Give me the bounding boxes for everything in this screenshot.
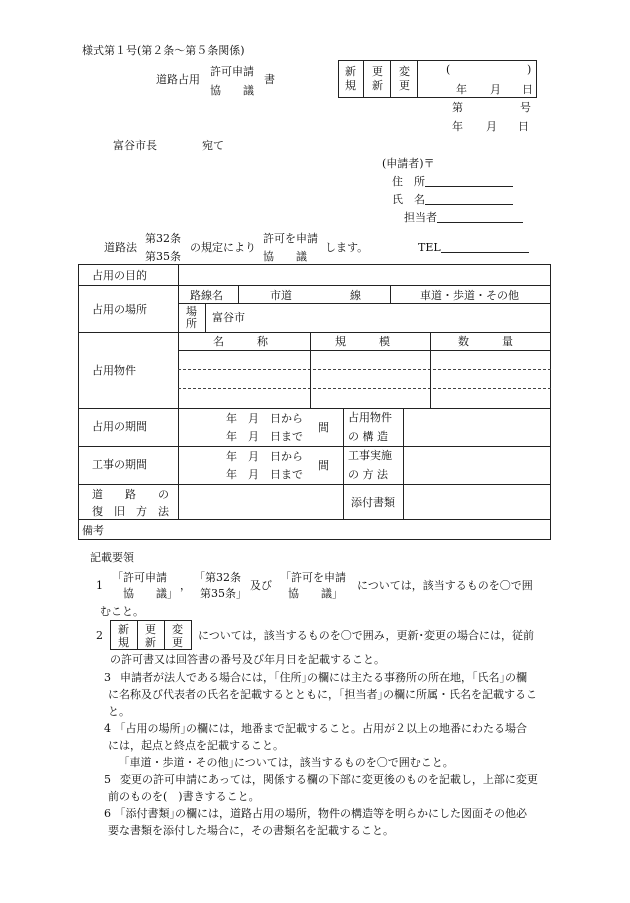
note-5-num: 5	[104, 773, 111, 786]
paren-close: )	[527, 63, 532, 76]
route-line: 線	[350, 289, 361, 302]
statement-opt-consult: 協 議	[263, 250, 307, 263]
label-remarks: 備考	[82, 524, 104, 537]
note-1-num: 1	[96, 579, 103, 592]
note-6-l2: 要な書類を添付した場合に，その書類名を記載すること。	[108, 824, 394, 837]
date-year: 年	[452, 120, 463, 133]
note-1-cont: むこと。	[100, 605, 144, 618]
note-1-q3b: 協 議」	[288, 587, 343, 600]
applicant-name	[392, 194, 513, 205]
type-renew-2: 新	[372, 79, 383, 92]
applicant-tel-line[interactable]	[441, 242, 529, 253]
addressee-name: 富谷市長	[113, 139, 157, 152]
label-location-1: 場	[186, 305, 197, 318]
location-value: 富谷市	[212, 311, 245, 324]
statement-law: 道路法	[104, 241, 137, 254]
application-type-box	[338, 60, 537, 98]
label-route: 路線名	[190, 289, 223, 302]
applicant-name-line[interactable]	[425, 194, 513, 205]
label-attachments: 添付書類	[351, 496, 395, 509]
applicant-contact-line[interactable]	[437, 212, 523, 223]
label-method-1: 工事実施	[348, 449, 392, 462]
route-type: 市道	[270, 289, 292, 302]
note-1-q2a: 「第32条	[194, 571, 241, 584]
title-option-consult: 協 議	[210, 84, 254, 97]
col-name: 名 称	[213, 335, 268, 348]
note-1-q2b: 第35条」	[200, 587, 247, 600]
label-location-2: 所	[186, 317, 197, 330]
applicant-tel-label: TEL	[418, 241, 441, 254]
label-restore-1: 道 路 の	[92, 488, 169, 501]
period-to: 年 月 日まで	[226, 430, 303, 443]
type-month: 月	[490, 83, 501, 96]
applicant-name-label: 氏 名	[392, 193, 425, 206]
note-4-l3: ｢車道・歩道・その他｣については，該当するものを〇で囲むこと。	[124, 756, 454, 769]
notes-heading: 記載要領	[90, 551, 134, 564]
purpose-field[interactable]	[178, 264, 551, 286]
label-structure-2: の 構 造	[348, 430, 388, 443]
work-from: 年 月 日から	[226, 450, 303, 463]
road-part: 車道・歩道・その他	[420, 289, 519, 302]
work-to: 年 月 日まで	[226, 468, 303, 481]
label-method-2: の 方 法	[348, 468, 388, 481]
period-between: 間	[318, 421, 329, 434]
note-4-l1: ｢占用の場所｣の欄には，地番まで記載すること。占用が２以上の地番にわたる場合	[120, 722, 527, 735]
note-6-num: 6	[104, 807, 111, 820]
statement-art35: 第35条	[145, 250, 181, 263]
label-restore-2: 復 旧 方 法	[92, 505, 169, 518]
note-5-l1: 変更の許可申請にあっては，関係する欄の下部に変更後のものを記載し，上部に変更	[120, 773, 538, 786]
note-1-q1b: 協 議」	[123, 587, 178, 600]
label-place: 占用の場所	[92, 303, 147, 316]
period-from: 年 月 日から	[226, 412, 303, 425]
note-2-renew-1: 更	[145, 623, 156, 636]
work-between: 間	[318, 459, 329, 472]
col-scale: 規 模	[335, 335, 390, 348]
form-id: 様式第１号(第２条〜第５条関係)	[82, 44, 245, 57]
note-2-change-1: 変	[172, 623, 183, 636]
applicant-contact	[404, 212, 523, 223]
note-2-new-2: 規	[118, 636, 129, 649]
note-6-l1: ｢添付書類｣の欄には，道路占用の場所，物件の構造等を明らかにした図面その他必	[120, 807, 527, 820]
title-prefix: 道路占用	[156, 73, 200, 86]
statement-opt-permit: 許可を申請	[263, 232, 318, 245]
type-new-1: 新	[345, 65, 356, 78]
note-1-q3a: 「許可を申請	[280, 571, 346, 584]
type-change-2: 更	[399, 79, 410, 92]
label-object: 占用物件	[92, 364, 136, 377]
note-4-num: 4	[104, 722, 111, 735]
note-1-sep: ，	[180, 579, 191, 592]
date-day: 日	[518, 120, 529, 133]
title-option-permit: 許可申請	[210, 65, 254, 78]
applicant-contact-label: 担当者	[404, 211, 437, 224]
note-2-rest: については，該当するものを〇で囲み，更新･変更の場合には，従前	[198, 629, 534, 642]
note-5-l2: 前のものを( )書きすること。	[108, 790, 260, 803]
applicant-heading: (申請者)〒	[382, 157, 435, 170]
title-suffix: 書	[264, 73, 275, 86]
label-structure-1: 占用物件	[348, 411, 392, 424]
type-change-1: 変	[399, 65, 410, 78]
note-4-l2: には，起点と終点を記載すること。	[108, 739, 284, 752]
note-3-l2: に名称及び代表者の氏名を記載するとともに，｢担当者｣の欄に所属・氏名を記載するこ	[108, 688, 537, 701]
note-2-change-2: 更	[172, 636, 183, 649]
statement-art32: 第32条	[145, 232, 181, 245]
note-1-and: 及び	[250, 579, 272, 592]
label-period: 占用の期間	[92, 420, 147, 433]
note-2-cont: の許可書又は回答書の番号及び年月日を記載すること。	[110, 653, 385, 666]
applicant-tel	[418, 242, 529, 253]
type-day: 日	[522, 83, 533, 96]
type-renew-1: 更	[372, 65, 383, 78]
note-2-renew-2: 新	[145, 636, 156, 649]
applicant-address	[392, 176, 513, 187]
note-3-num: 3	[104, 671, 111, 684]
note-2-new-1: 新	[118, 623, 129, 636]
note-1-rest: については，該当するものを〇で囲	[357, 579, 533, 592]
col-qty: 数 量	[458, 335, 513, 348]
statement-end: します。	[325, 241, 369, 254]
paren-open: (	[446, 63, 451, 76]
note-1-q1a: 「許可申請	[112, 571, 167, 584]
statement-rule: の規定により	[190, 241, 256, 254]
type-year: 年	[456, 83, 467, 96]
note-3-l3: と。	[108, 705, 130, 718]
type-new-2: 規	[345, 79, 356, 92]
note-2-num: 2	[96, 629, 103, 642]
note-3-l1: 申請者が法人である場合には，｢住所｣の欄には主たる事務所の所在地，｢氏名｣の欄	[120, 671, 527, 684]
label-purpose: 占用の目的	[92, 269, 147, 282]
date-month: 月	[486, 120, 497, 133]
applicant-address-line[interactable]	[425, 176, 513, 187]
doc-no-prefix: 第	[452, 101, 463, 114]
label-work-period: 工事の期間	[92, 458, 147, 471]
applicant-address-label: 住 所	[392, 175, 425, 188]
doc-no-suffix: 号	[520, 101, 531, 114]
addressee-ate: 宛て	[202, 139, 224, 152]
